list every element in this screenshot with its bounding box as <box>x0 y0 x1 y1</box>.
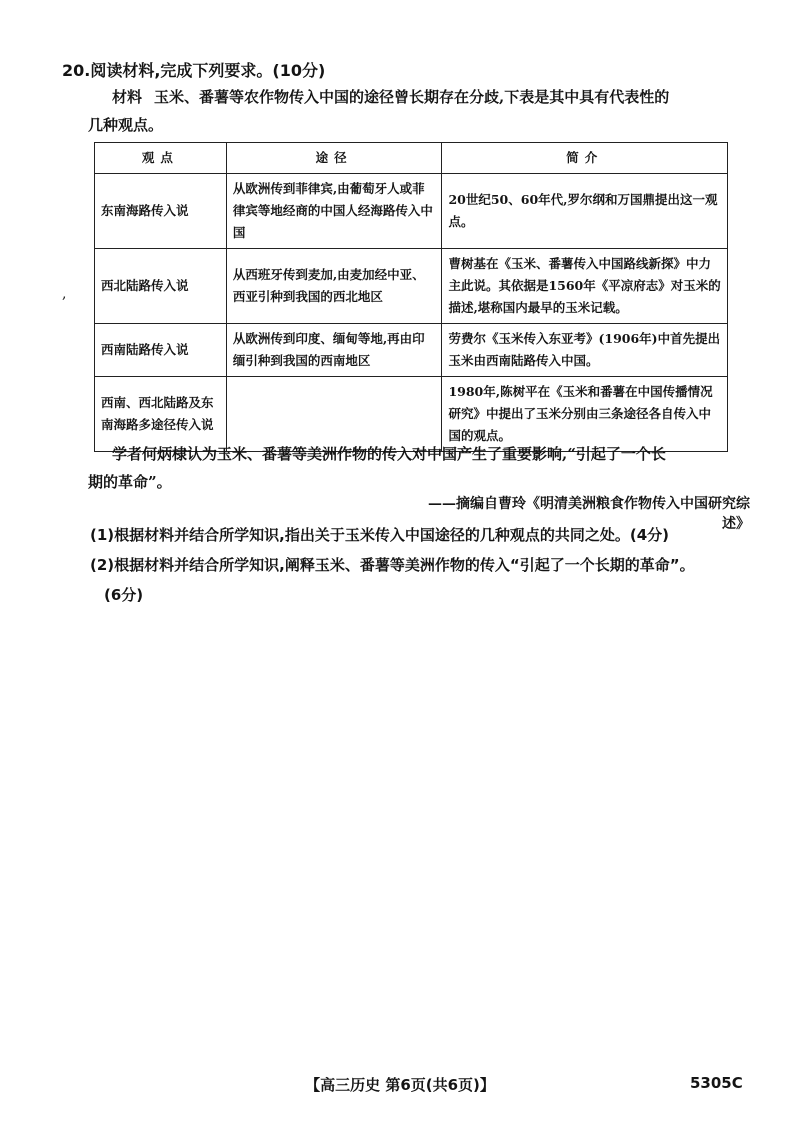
cell-route: 从欧洲传到菲律宾,由葡萄牙人或菲律宾等地经商的中国人经海路传入中国 <box>226 174 442 249</box>
material-line-2: 几种观点。 <box>88 116 164 134</box>
cell-intro: 1980年,陈树平在《玉米和番薯在中国传播情况研究》中提出了玉米分别由三条途径各自传入中国的观点。 <box>442 377 728 452</box>
header-route: 途径 <box>226 143 442 174</box>
cell-intro: 20世纪50、60年代,罗尔纲和万国鼎提出这一观点。 <box>442 174 728 249</box>
header-intro: 简介 <box>442 143 728 174</box>
cell-route: 从欧洲传到印度、缅甸等地,再由印缅引种到我国的西南地区 <box>226 324 442 377</box>
subquestion-2-score: (6分) <box>104 586 144 604</box>
cell-intro: 劳费尔《玉米传入东亚考》(1906年)中首先提出玉米由西南陆路传入中国。 <box>442 324 728 377</box>
header-view: 观点 <box>95 143 227 174</box>
material-label: 材料 <box>112 88 143 106</box>
subquestion-1: (1)根据材料并结合所学知识,指出关于玉米传入中国途径的几种观点的共同之处。(4分) <box>90 526 669 544</box>
source-citation: ——摘编自曹玲《明清美洲粮食作物传入中国研究综述》 <box>428 496 750 532</box>
stray-mark: , <box>62 286 67 302</box>
cell-route: 从西班牙传到麦加,由麦加经中亚、西亚引种到我国的西北地区 <box>226 249 442 324</box>
views-table <box>94 142 728 452</box>
scholar-paragraph <box>88 440 748 496</box>
table-header-row <box>95 143 728 174</box>
scholar-line-1: 学者何炳棣认为玉米、番薯等美洲作物的传入对中国产生了重要影响,“引起了一个长 <box>112 445 666 463</box>
page-footer: 【高三历史 第6页(共6页)】 <box>305 1076 495 1094</box>
cell-view: 西南陆路传入说 <box>95 324 227 377</box>
table-row <box>95 249 728 324</box>
scholar-line-2: 期的革命”。 <box>88 473 172 491</box>
cell-view: 西北陆路传入说 <box>95 249 227 324</box>
cell-intro: 曹树基在《玉米、番薯传入中国路线新探》中力主此说。其依据是1560年《平凉府志》对玉米的描述,堪称国内最早的玉米记载。 <box>442 249 728 324</box>
paper-code: 5305C <box>690 1074 743 1092</box>
question-title: 20.阅读材料,完成下列要求。(10分) <box>62 61 326 80</box>
material-line-1 <box>112 86 752 107</box>
table-row <box>95 174 728 249</box>
table-row <box>95 324 728 377</box>
subquestion-2: (2)根据材料并结合所学知识,阐释玉米、番薯等美洲作物的传入“引起了一个长期的革命”。 <box>90 556 695 574</box>
cell-view: 东南海路传入说 <box>95 174 227 249</box>
material-text-1: 玉米、番薯等农作物传入中国的途径曾长期存在分歧,下表是其中具有代表性的 <box>154 88 670 106</box>
cell-view: 西南、西北陆路及东南海路多途径传入说 <box>95 377 227 452</box>
